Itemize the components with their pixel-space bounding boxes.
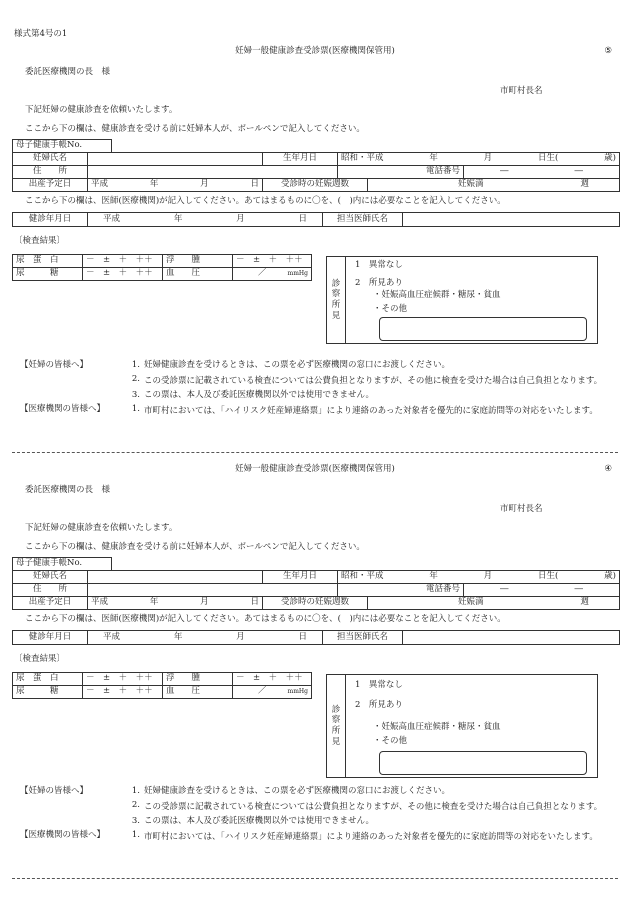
address-row bbox=[12, 583, 620, 597]
edema-marks[interactable]: － ± ＋ ＋＋ bbox=[236, 255, 303, 266]
patient-name-field[interactable] bbox=[88, 571, 263, 583]
result-row-2 bbox=[12, 267, 312, 281]
weeks-field[interactable]: 妊娠満 週 bbox=[458, 597, 589, 608]
note-3: この票は、本人及び委託医療機関以外では使用できません。 bbox=[144, 816, 375, 827]
patient-name-label: 妊婦氏名 bbox=[13, 153, 88, 165]
bp-label: 血 圧 bbox=[163, 686, 233, 698]
doctor-label: 担当医師氏名 bbox=[323, 631, 403, 644]
address-field[interactable] bbox=[88, 584, 338, 596]
patient-name-row bbox=[12, 152, 620, 166]
due-field[interactable]: 平成 年 月 日 bbox=[88, 597, 263, 609]
form-number: ④ bbox=[604, 464, 612, 474]
exam-date-field[interactable]: 平成 年 月 日 bbox=[88, 631, 323, 644]
findings-vertical-label: 診 察 所 見 bbox=[327, 675, 346, 777]
doctor-label: 担当医師氏名 bbox=[323, 213, 403, 226]
weeks-label: 受診時の妊娠週数 bbox=[263, 597, 368, 609]
note-1: 妊婦健康診査を受けるときは、この票を必ず医療機関の窓口にお渡しください。 bbox=[144, 786, 451, 796]
results-label: 〔検査結果〕 bbox=[14, 654, 66, 664]
findings-box bbox=[326, 674, 598, 778]
form-id: 様式第4号の1 bbox=[14, 29, 68, 39]
bp-field[interactable]: ／ mmHg bbox=[258, 686, 308, 697]
doctor-field[interactable] bbox=[403, 213, 619, 226]
urine-protein-marks[interactable]: － ± ＋ ＋＋ bbox=[83, 673, 163, 685]
note-3: この票は、本人及び委託医療機関以外では使用できません。 bbox=[144, 390, 375, 401]
due-field[interactable]: 平成 年 月 日 bbox=[88, 179, 263, 191]
form-number: ⑤ bbox=[604, 46, 612, 56]
note-1: 妊婦健康診査を受けるときは、この票を必ず医療機関の窓口にお渡しください。 bbox=[144, 360, 451, 370]
exam-date-row bbox=[12, 212, 620, 227]
finding-other-field[interactable] bbox=[379, 317, 587, 341]
result-row-1 bbox=[12, 672, 312, 686]
phone-field[interactable]: ― ― bbox=[463, 584, 619, 596]
patient-name-row bbox=[12, 570, 620, 584]
request-text: 下記妊婦の健康診査を依頼いたします。 bbox=[25, 523, 178, 533]
urine-sugar-marks[interactable]: － ± ＋ ＋＋ bbox=[83, 268, 163, 280]
exam-date-field[interactable]: 平成 年 月 日 bbox=[88, 213, 323, 226]
finding-abnormal[interactable]: 2 所見あり bbox=[355, 278, 403, 288]
patient-name-label: 妊婦氏名 bbox=[13, 571, 88, 583]
urine-protein-label: 尿 蛋 白 bbox=[13, 255, 83, 267]
results-label: 〔検査結果〕 bbox=[14, 236, 66, 246]
due-label: 出産予定日 bbox=[13, 597, 88, 609]
bp-field[interactable]: ／ mmHg bbox=[258, 268, 308, 279]
address-label: 住 所 bbox=[13, 166, 88, 178]
edema-marks[interactable]: － ± ＋ ＋＋ bbox=[236, 673, 303, 684]
request-text: 下記妊婦の健康診査を依頼いたします。 bbox=[25, 105, 178, 115]
result-row-2 bbox=[12, 685, 312, 699]
patient-name-field[interactable] bbox=[88, 153, 263, 165]
handbook-row bbox=[12, 139, 112, 153]
mayor-name-label: 市町村長名 bbox=[500, 86, 543, 96]
note-2: この受診票に記載されている検査については公費負担となりますが、その他に検査を受けた場合は自己負担となります。 bbox=[144, 375, 603, 386]
doctor-field[interactable] bbox=[403, 631, 619, 644]
birth-label: 生年月日 bbox=[263, 153, 338, 165]
due-row bbox=[12, 178, 620, 192]
birth-field[interactable]: 昭和・平成 年 月 日生( 歳) bbox=[341, 571, 616, 582]
finding-sub-1[interactable]: ・妊娠高血圧症候群・糖尿・貧血 bbox=[373, 722, 501, 732]
handbook-row bbox=[12, 557, 112, 571]
finding-abnormal[interactable]: 2 所見あり bbox=[355, 700, 403, 710]
patient-instruction: ここから下の欄は、健康診査を受ける前に妊婦本人が、ボールペンで記入してください。 bbox=[25, 124, 365, 134]
bp-label: 血 圧 bbox=[163, 268, 233, 280]
address-field[interactable] bbox=[88, 166, 338, 178]
finding-sub-2[interactable]: ・その他 bbox=[373, 304, 408, 314]
result-row-1 bbox=[12, 254, 312, 268]
note-2: この受診票に記載されている検査については公費負担となりますが、その他に検査を受けた場合は自己負担となります。 bbox=[144, 801, 603, 812]
finding-normal[interactable]: 1 異常なし bbox=[355, 680, 403, 690]
addressee: 委託医療機関の長 様 bbox=[25, 67, 111, 77]
mayor-name-label: 市町村長名 bbox=[500, 504, 543, 514]
finding-other-field[interactable] bbox=[379, 751, 587, 775]
cut-line-2 bbox=[12, 878, 618, 879]
finding-sub-1[interactable]: ・妊娠高血圧症候群・糖尿・貧血 bbox=[373, 290, 501, 300]
urine-sugar-marks[interactable]: － ± ＋ ＋＋ bbox=[83, 686, 163, 698]
exam-date-row bbox=[12, 630, 620, 645]
phone-label: 電話番号 bbox=[425, 166, 460, 177]
handbook-label: 母子健康手帳No. bbox=[16, 140, 83, 151]
findings-vertical-label: 診 察 所 見 bbox=[327, 257, 346, 343]
address-label: 住 所 bbox=[13, 584, 88, 596]
urine-protein-marks[interactable]: － ± ＋ ＋＋ bbox=[83, 255, 163, 267]
notes-block: 【妊婦の皆様へ】 1. 妊婦健康診査を受けるときは、この票を必ず医療機関の窓口にお渡しください。 2. この受診票に記載されている検査については公費負担となりますが、その他に検査を受けた場合は自己負担となります。 3. この票は、本人及び委託医療機関以外では使用できません。 【医療機関の皆様へ】 1. 市町村においては、「ハイリスク妊産婦連絡票」により連絡のあった対象者を優先的に家庭訪問等の対応をいたします。 bbox=[20, 787, 620, 843]
due-label: 出産予定日 bbox=[13, 179, 88, 191]
doctor-instruction: ここから下の欄は、医師(医療機関)が記入してください。あてはまるものに〇を、( )内には必要なことを記入してください。 bbox=[25, 614, 506, 624]
birth-label: 生年月日 bbox=[263, 571, 338, 583]
birth-field[interactable]: 昭和・平成 年 月 日生( 歳) bbox=[341, 153, 616, 164]
due-row bbox=[12, 596, 620, 610]
form-section-1 bbox=[0, 0, 630, 440]
address-row bbox=[12, 165, 620, 179]
exam-date-label: 健診年月日 bbox=[13, 213, 88, 226]
exam-date-label: 健診年月日 bbox=[13, 631, 88, 644]
patient-instruction: ここから下の欄は、健康診査を受ける前に妊婦本人が、ボールペンで記入してください。 bbox=[25, 542, 365, 552]
urine-sugar-label: 尿 糖 bbox=[13, 686, 83, 698]
findings-box bbox=[326, 256, 598, 344]
phone-label: 電話番号 bbox=[425, 584, 460, 595]
doctor-instruction: ここから下の欄は、医師(医療機関)が記入してください。あてはまるものに〇を、( )内には必要なことを記入してください。 bbox=[25, 196, 506, 206]
urine-sugar-label: 尿 糖 bbox=[13, 268, 83, 280]
handbook-label: 母子健康手帳No. bbox=[16, 558, 83, 569]
finding-sub-2[interactable]: ・その他 bbox=[373, 736, 408, 746]
edema-label: 浮 腫 bbox=[163, 255, 233, 267]
note-clinic: 市町村においては、「ハイリスク妊産婦連絡票」により連絡のあった対象者を優先的に家庭訪問等の対応をいたします。 bbox=[144, 831, 598, 842]
notes-block: 【妊婦の皆様へ】 1. 妊婦健康診査を受けるときは、この票を必ず医療機関の窓口にお渡しください。 2. この受診票に記載されている検査については公費負担となりますが、その他に検査を受けた場合は自己負担となります。 3. この票は、本人及び委託医療機関以外では使用できません。 【医療機関の皆様へ】 1. 市町村においては、「ハイリスク妊産婦連絡票」により連絡のあった対象者を優先的に家庭訪問等の対応をいたします。 bbox=[20, 361, 620, 417]
finding-normal[interactable]: 1 異常なし bbox=[355, 260, 403, 270]
addressee: 委託医療機関の長 様 bbox=[25, 485, 111, 495]
weeks-label: 受診時の妊娠週数 bbox=[263, 179, 368, 191]
note-clinic: 市町村においては、「ハイリスク妊産婦連絡票」により連絡のあった対象者を優先的に家庭訪問等の対応をいたします。 bbox=[144, 405, 598, 416]
urine-protein-label: 尿 蛋 白 bbox=[13, 673, 83, 685]
phone-field[interactable]: ― ― bbox=[463, 166, 619, 178]
form-section-2 bbox=[0, 418, 630, 858]
edema-label: 浮 腫 bbox=[163, 673, 233, 685]
weeks-field[interactable]: 妊娠満 週 bbox=[458, 179, 589, 190]
form-title: 妊婦一般健康診査受診票(医療機関保管用) bbox=[235, 464, 395, 474]
form-title: 妊婦一般健康診査受診票(医療機関保管用) bbox=[235, 46, 395, 56]
